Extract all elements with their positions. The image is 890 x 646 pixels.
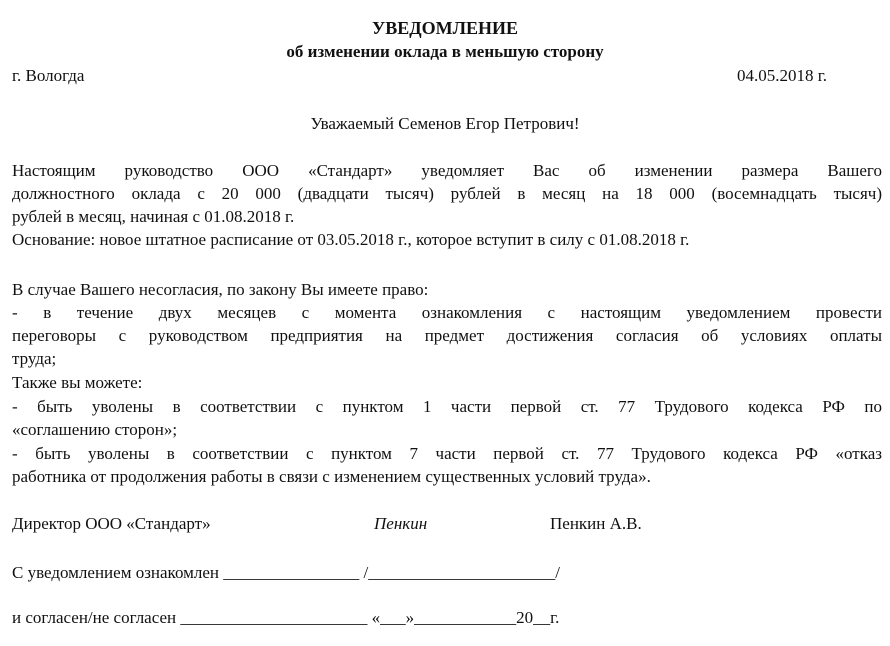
paragraph-line: должностного оклада с 20 000 (двадцати тысяч) рублей в месяц на 18 000 (восемнадцать тысяч) — [12, 184, 882, 203]
paragraph-line: Настоящим руководство ООО «Стандарт» уведомляет Вас об изменении размера Вашего — [12, 161, 882, 180]
option-line: работника от продолжения работы в связи с изменением существенных условий труда». — [12, 467, 651, 486]
right-line: переговоры с руководством предприятия на предмет достижения согласия об условиях оплаты — [12, 326, 882, 345]
city: г. Вологда — [12, 66, 85, 85]
document-subtitle: об изменении оклада в меньшую сторону — [286, 42, 604, 61]
basis-line: Основание: новое штатное расписание от 03.05.2018 г., которое вступит в силу с 01.08.2018 г. — [12, 230, 690, 249]
greeting: Уважаемый Семенов Егор Петрович! — [310, 114, 580, 133]
rights-intro: В случае Вашего несогласия, по закону Вы имеете право: — [12, 280, 429, 299]
acknowledgement-line: С уведомлением ознакомлен ________________ /______________________/ — [12, 563, 560, 582]
signature-name: Пенкин А.В. — [550, 514, 642, 533]
signature-position: Директор ООО «Стандарт» — [12, 514, 211, 533]
agreement-line: и согласен/не согласен ______________________ «___»____________20__г. — [12, 608, 560, 627]
also-line: Также вы можете: — [12, 373, 143, 392]
document-title: УВЕДОМЛЕНИЕ — [371, 18, 519, 38]
document-date: 04.05.2018 г. — [737, 66, 828, 85]
option-line: - быть уволены в соответствии с пунктом 7 части первой ст. 77 Трудового кодекса РФ «отказ — [12, 444, 882, 463]
option-line: «соглашению сторон»; — [12, 420, 178, 439]
paragraph-line: рублей в месяц, начиная с 01.08.2018 г. — [12, 207, 295, 226]
right-line: труда; — [12, 349, 57, 368]
signature-handwritten: Пенкин — [374, 514, 428, 533]
option-line: - быть уволены в соответствии с пунктом 1 части первой ст. 77 Трудового кодекса РФ по — [12, 397, 882, 416]
right-line: - в течение двух месяцев с момента ознакомления с настоящим уведомлением провести — [12, 303, 882, 322]
